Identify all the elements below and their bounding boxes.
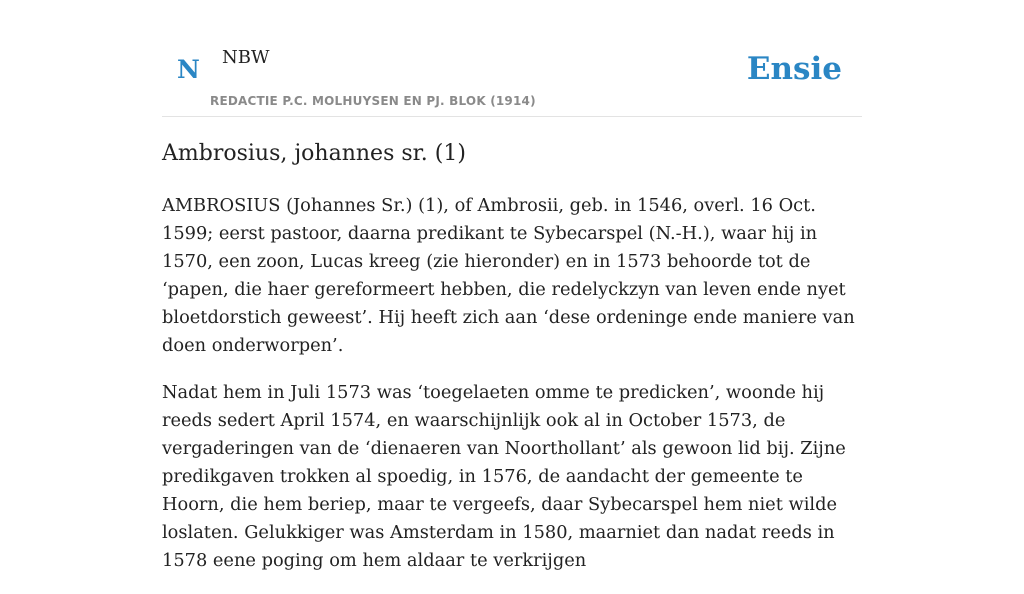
source-subtitle: REDACTIE P.C. MOLHUYSEN EN PJ. BLOK (1914) [210,94,536,108]
brand-logo-link[interactable]: Ensie [746,51,842,87]
source-logo[interactable]: N [177,55,200,84]
article-title: Ambrosius, johannes sr. (1) [162,141,466,166]
article-paragraph: AMBROSIUS (Johannes Sr.) (1), of Ambrosii, geb. in 1546, overl. 16 Oct. 1599; eerst pastoor, daarna predikant te Sybecarspel (N.-H.), waar hij in 1570, een zoon, Lucas kreeg (zie hieronder) en in 1573 behoorde tot de ‘papen, die haer gereformeert hebben, die redelyckzyn van leven ende nyet bloetdorstich geweest’. Hij heeft zich aan ‘dese ordeninge ende maniere van doen onderworpen’. [162,195,855,356]
site-header [162,0,862,117]
source-title[interactable]: NBW [222,47,270,68]
article-body [162,192,862,594]
article-paragraph: Nadat hem in Juli 1573 was ‘toegelaeten omme te predicken’, woonde hij reeds sedert April 1574, en waarschijnlijk ook al in October 1573, de vergaderingen van de ‘dienaeren van Noorthollant’ als gewoon lid bij. Zijne predikgaven trokken al spoedig, in 1576, de aandacht der gemeente te Hoorn, die hem beriep, maar te vergeefs, daar Sybecarspel hem niet wilde loslaten. Gelukkiger was Amsterdam in 1580, maarniet dan nadat reeds in 1578 eene poging om hem aldaar te verkrijgen [162,382,846,571]
